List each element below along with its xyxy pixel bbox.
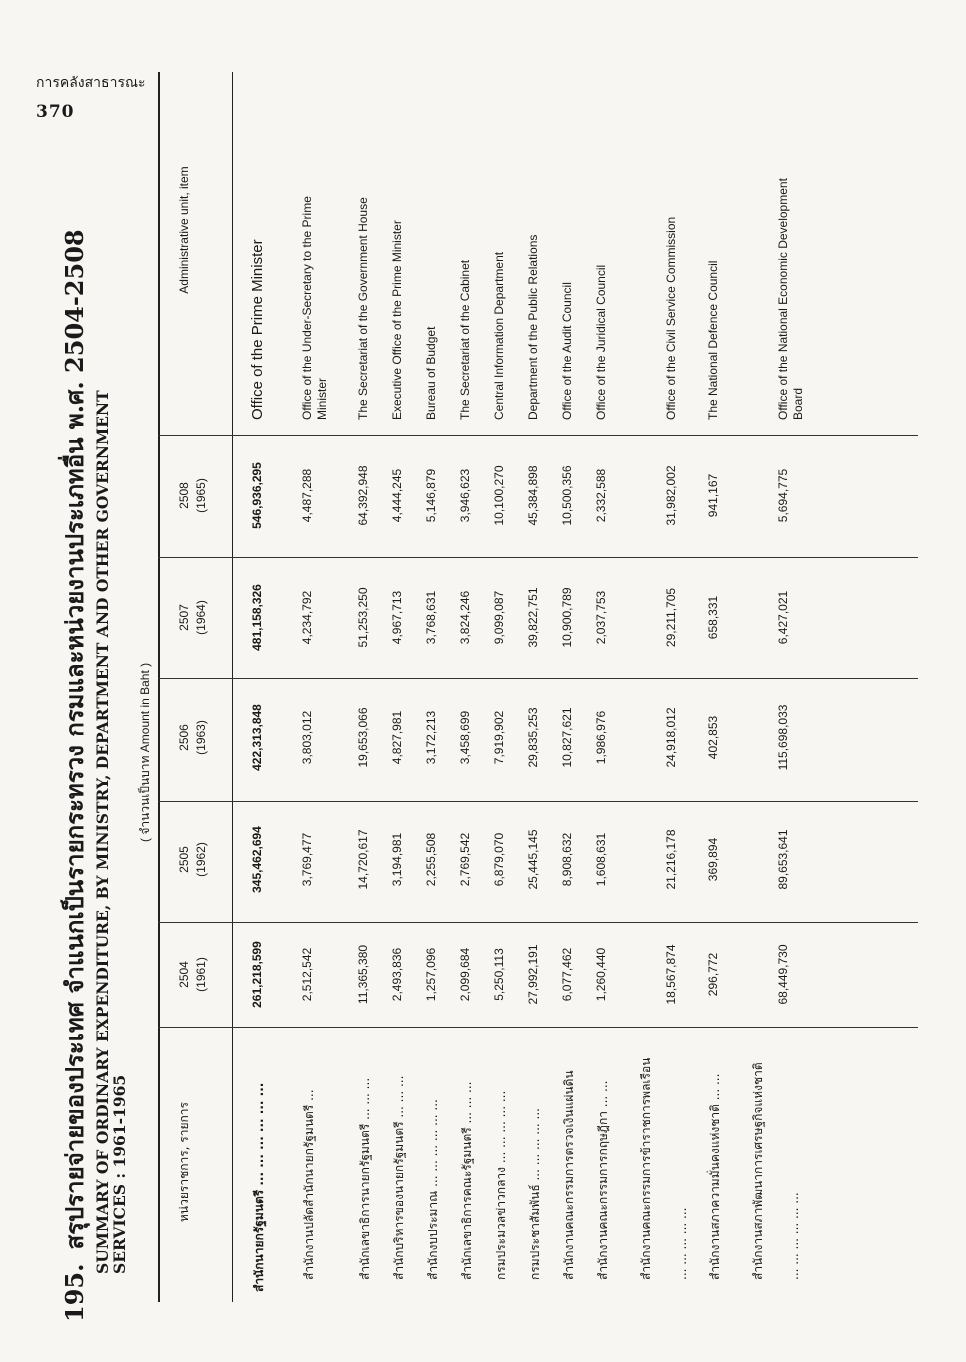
- row-thai-label: สำนักเลขาธิการนายกรัฐมนตรี ... ... ...: [358, 1077, 372, 1280]
- cell-2505: 369,894: [706, 837, 720, 882]
- table-title-english-2: SERVICES : 1961-1965: [110, 1074, 129, 1274]
- row-english-label: The Secretariat of the Cabinet: [458, 259, 472, 420]
- cell-2507: 9,099,087: [492, 590, 506, 645]
- table-row: [740, 0, 810, 1362]
- row-english-label: Central Information Department: [492, 251, 506, 420]
- table-row: [356, 0, 386, 1362]
- header-english-unit: [176, 40, 230, 420]
- cell-2505: 8,908,632: [560, 832, 574, 887]
- table-row: [300, 0, 330, 1362]
- header-thai-unit: [176, 1032, 230, 1292]
- cell-2504: 68,449,730: [776, 944, 790, 1005]
- table-row: [560, 0, 590, 1362]
- table-row: [492, 0, 522, 1362]
- table-row: [250, 0, 280, 1362]
- cell-2508: 10,500,356: [560, 465, 574, 526]
- table-title-thai: [55, 222, 94, 1322]
- cell-2506: 7,919,902: [492, 710, 506, 765]
- row-thai-label: สำนักงบประมาณ ... ... ... ... ... ...: [426, 1099, 440, 1280]
- cell-2504: 18,567,874: [664, 944, 678, 1005]
- row-english-label: Department of the Public Relations: [526, 234, 540, 420]
- cell-2507: 3,768,631: [424, 590, 438, 645]
- row-english-label: Office of the Prime Minister: [249, 239, 266, 420]
- header-year-be: 2508: [177, 482, 191, 509]
- row-thai-label: สำนักเลขาธิการคณะรัฐมนตรี ... ... ...: [460, 1081, 474, 1280]
- cell-2505: 6,879,070: [492, 832, 506, 887]
- table-row: [706, 0, 736, 1362]
- cell-2506: 422,313,848: [250, 704, 264, 771]
- cell-2508: 64,392,948: [356, 465, 370, 526]
- table-row: [390, 0, 420, 1362]
- cell-2505: 21,216,178: [664, 829, 678, 890]
- cell-2507: 4,234,792: [300, 590, 314, 645]
- row-thai-label: สำนักงานคณะกรรมการตรวจเงินแผ่นดิน: [562, 1070, 576, 1280]
- table-top-rule: [158, 72, 160, 1302]
- table-row: [424, 0, 454, 1362]
- header-bottom-rule: [232, 72, 233, 1302]
- cell-2508: 10,100,270: [492, 465, 506, 526]
- header-year-2506: [176, 680, 230, 795]
- cell-2505: 25,445,145: [526, 829, 540, 890]
- header-year-be: 2507: [177, 604, 191, 631]
- cell-2508: 31,982,002: [664, 465, 678, 526]
- row-thai-label: สำนักนายกรัฐมนตรี ... ... ... ... ... ...: [252, 1082, 266, 1292]
- cell-2507: 51,253,250: [356, 587, 370, 648]
- table-row: [594, 0, 624, 1362]
- cell-2504: 27,992,191: [526, 944, 540, 1005]
- header-year-2507: [176, 560, 230, 675]
- cell-2508: 5,694,775: [776, 468, 790, 523]
- cell-2507: 658,331: [706, 595, 720, 640]
- cell-2504: 1,260,440: [594, 947, 608, 1002]
- cell-2506: 3,172,213: [424, 710, 438, 765]
- row-thai-label: กรมประมวลข่าวกลาง ... ... ... ... ...: [494, 1090, 508, 1280]
- row-english-label: Executive Office of the Prime Minister: [390, 220, 404, 420]
- table-title-english-1: SUMMARY OF ORDINARY EXPENDITURE, BY MINISTRY, DEPARTMENT AND OTHER GOVERNMENT: [93, 390, 112, 1274]
- row-english-label: Office of the Civil Service Commission: [664, 216, 678, 420]
- cell-2508: 2,332,588: [594, 468, 608, 523]
- row-english-label: Bureau of Budget: [424, 326, 438, 420]
- title-thai-text: สรุปรายจ่ายของประเทศ จำแนกเป็นรายกระทรวง กรมและหน่วยงานประเภทอื่น พ.ศ. 2504-2508: [60, 229, 89, 1250]
- header-year-ce: (1961): [194, 957, 208, 992]
- cell-2505: 14,720,617: [356, 829, 370, 890]
- running-head: การคลังสาธารณะ: [36, 75, 146, 91]
- cell-2504: 11,365,380: [356, 944, 370, 1005]
- cell-2507: 4,967,713: [390, 590, 404, 645]
- header-year-be: 2505: [177, 846, 191, 873]
- cell-2505: 2,769,542: [458, 832, 472, 887]
- table-row: [458, 0, 488, 1362]
- header-year-ce: (1964): [194, 600, 208, 635]
- cell-2507: 3,824,246: [458, 590, 472, 645]
- header-year-ce: (1963): [194, 720, 208, 755]
- header-year-ce: (1962): [194, 842, 208, 877]
- cell-2508: 941,167: [706, 473, 720, 518]
- cell-2508: 45,384,898: [526, 465, 540, 526]
- row-thai-label: สำนักบริหารของนายกรัฐมนตรี ... ... ...: [392, 1075, 406, 1280]
- row-english-label: Office of the Under-Secretary to the Prime Minister: [300, 196, 329, 420]
- header-year-be: 2506: [177, 724, 191, 751]
- cell-2504: 2,099,684: [458, 947, 472, 1002]
- row-thai-label: กรมประชาสัมพันธ์ ... ... ... ... ...: [528, 1108, 542, 1280]
- header-year-2504: [176, 917, 230, 1032]
- cell-2504: 1,257,096: [424, 947, 438, 1002]
- cell-2505: 3,194,981: [390, 832, 404, 887]
- cell-2504: 6,077,462: [560, 947, 574, 1002]
- cell-2506: 1,986,976: [594, 710, 608, 765]
- cell-2504: 296,772: [706, 952, 720, 997]
- cell-2507: 481,158,326: [250, 584, 264, 651]
- cell-2504: 261,218,599: [250, 941, 264, 1008]
- cell-2506: 24,918,012: [664, 707, 678, 768]
- row-thai-label: สำนักงานคณะกรรมการข้าราชการพลเรือน ... ... ... ... ...: [639, 1057, 689, 1280]
- cell-2507: 39,822,751: [526, 587, 540, 648]
- cell-2505: 1,608,631: [594, 832, 608, 887]
- cell-2505: 2,255,508: [424, 832, 438, 887]
- header-year-ce: (1965): [194, 478, 208, 513]
- cell-2506: 3,803,012: [300, 710, 314, 765]
- cell-2508: 4,487,288: [300, 468, 314, 523]
- cell-2505: 89,653,641: [776, 829, 790, 890]
- cell-2504: 2,493,836: [390, 947, 404, 1002]
- row-english-label: Office of the Juridical Council: [594, 264, 608, 420]
- table-number: 195.: [60, 1263, 89, 1322]
- row-thai-label: สำนักงานสภาความมั่นคงแห่งชาติ ... ...: [708, 1073, 722, 1280]
- table-row: [526, 0, 556, 1362]
- cell-2507: 6,427,021: [776, 590, 790, 645]
- cell-2506: 115,698,033: [776, 704, 790, 771]
- cell-2508: 3,946,623: [458, 468, 472, 523]
- header-year-2508: [176, 438, 230, 553]
- row-english-label: Office of the Audit Council: [560, 282, 574, 420]
- cell-2507: 10,900,789: [560, 587, 574, 648]
- header-year-be: 2504: [177, 961, 191, 988]
- title-block: [55, 222, 128, 1322]
- cell-2506: 3,458,699: [458, 710, 472, 765]
- cell-2508: 546,936,295: [250, 462, 264, 529]
- cell-2506: 402,853: [706, 715, 720, 760]
- cell-2504: 5,250,113: [492, 948, 506, 1001]
- unit-note: ( จำนวนเป็นบาท Amount in Baht ): [138, 662, 152, 842]
- cell-2506: 19,653,066: [356, 707, 370, 768]
- row-thai-label: สำนักงานสภาพัฒนาการเศรษฐกิจแห่งชาติ ... ... ... ... ... ...: [751, 1062, 801, 1280]
- cell-2504: 2,512,542: [300, 947, 314, 1002]
- cell-2506: 29,835,253: [526, 707, 540, 768]
- header-year-2505: [176, 802, 230, 917]
- cell-2507: 29,211,705: [664, 587, 678, 648]
- cell-2508: 5,146,879: [424, 468, 438, 523]
- cell-2505: 3,769,477: [300, 832, 314, 887]
- header-english-unit-label: Administrative unit, item: [177, 166, 191, 294]
- row-thai-label: สำนักงานปลัดสำนักนายกรัฐมนตรี ...: [302, 1089, 316, 1280]
- row-english-label: Office of the National Economic Development Board: [776, 178, 805, 420]
- cell-2506: 4,827,981: [390, 710, 404, 765]
- row-english-label: The National Defence Council: [706, 260, 720, 420]
- cell-2506: 10,827,621: [560, 707, 574, 768]
- cell-2507: 2,037,753: [594, 590, 608, 645]
- cell-2508: 4,444,245: [390, 468, 404, 523]
- header-thai-unit-label: หน่วยราชการ, รายการ: [177, 1102, 191, 1222]
- cell-2505: 345,462,694: [250, 826, 264, 893]
- table-row: [628, 0, 696, 1362]
- row-thai-label: สำนักงานคณะกรรมการกฤษฎีกา ... ...: [596, 1080, 610, 1280]
- row-english-label: The Secretariat of the Government House: [356, 197, 370, 420]
- page-number: 370: [36, 102, 75, 122]
